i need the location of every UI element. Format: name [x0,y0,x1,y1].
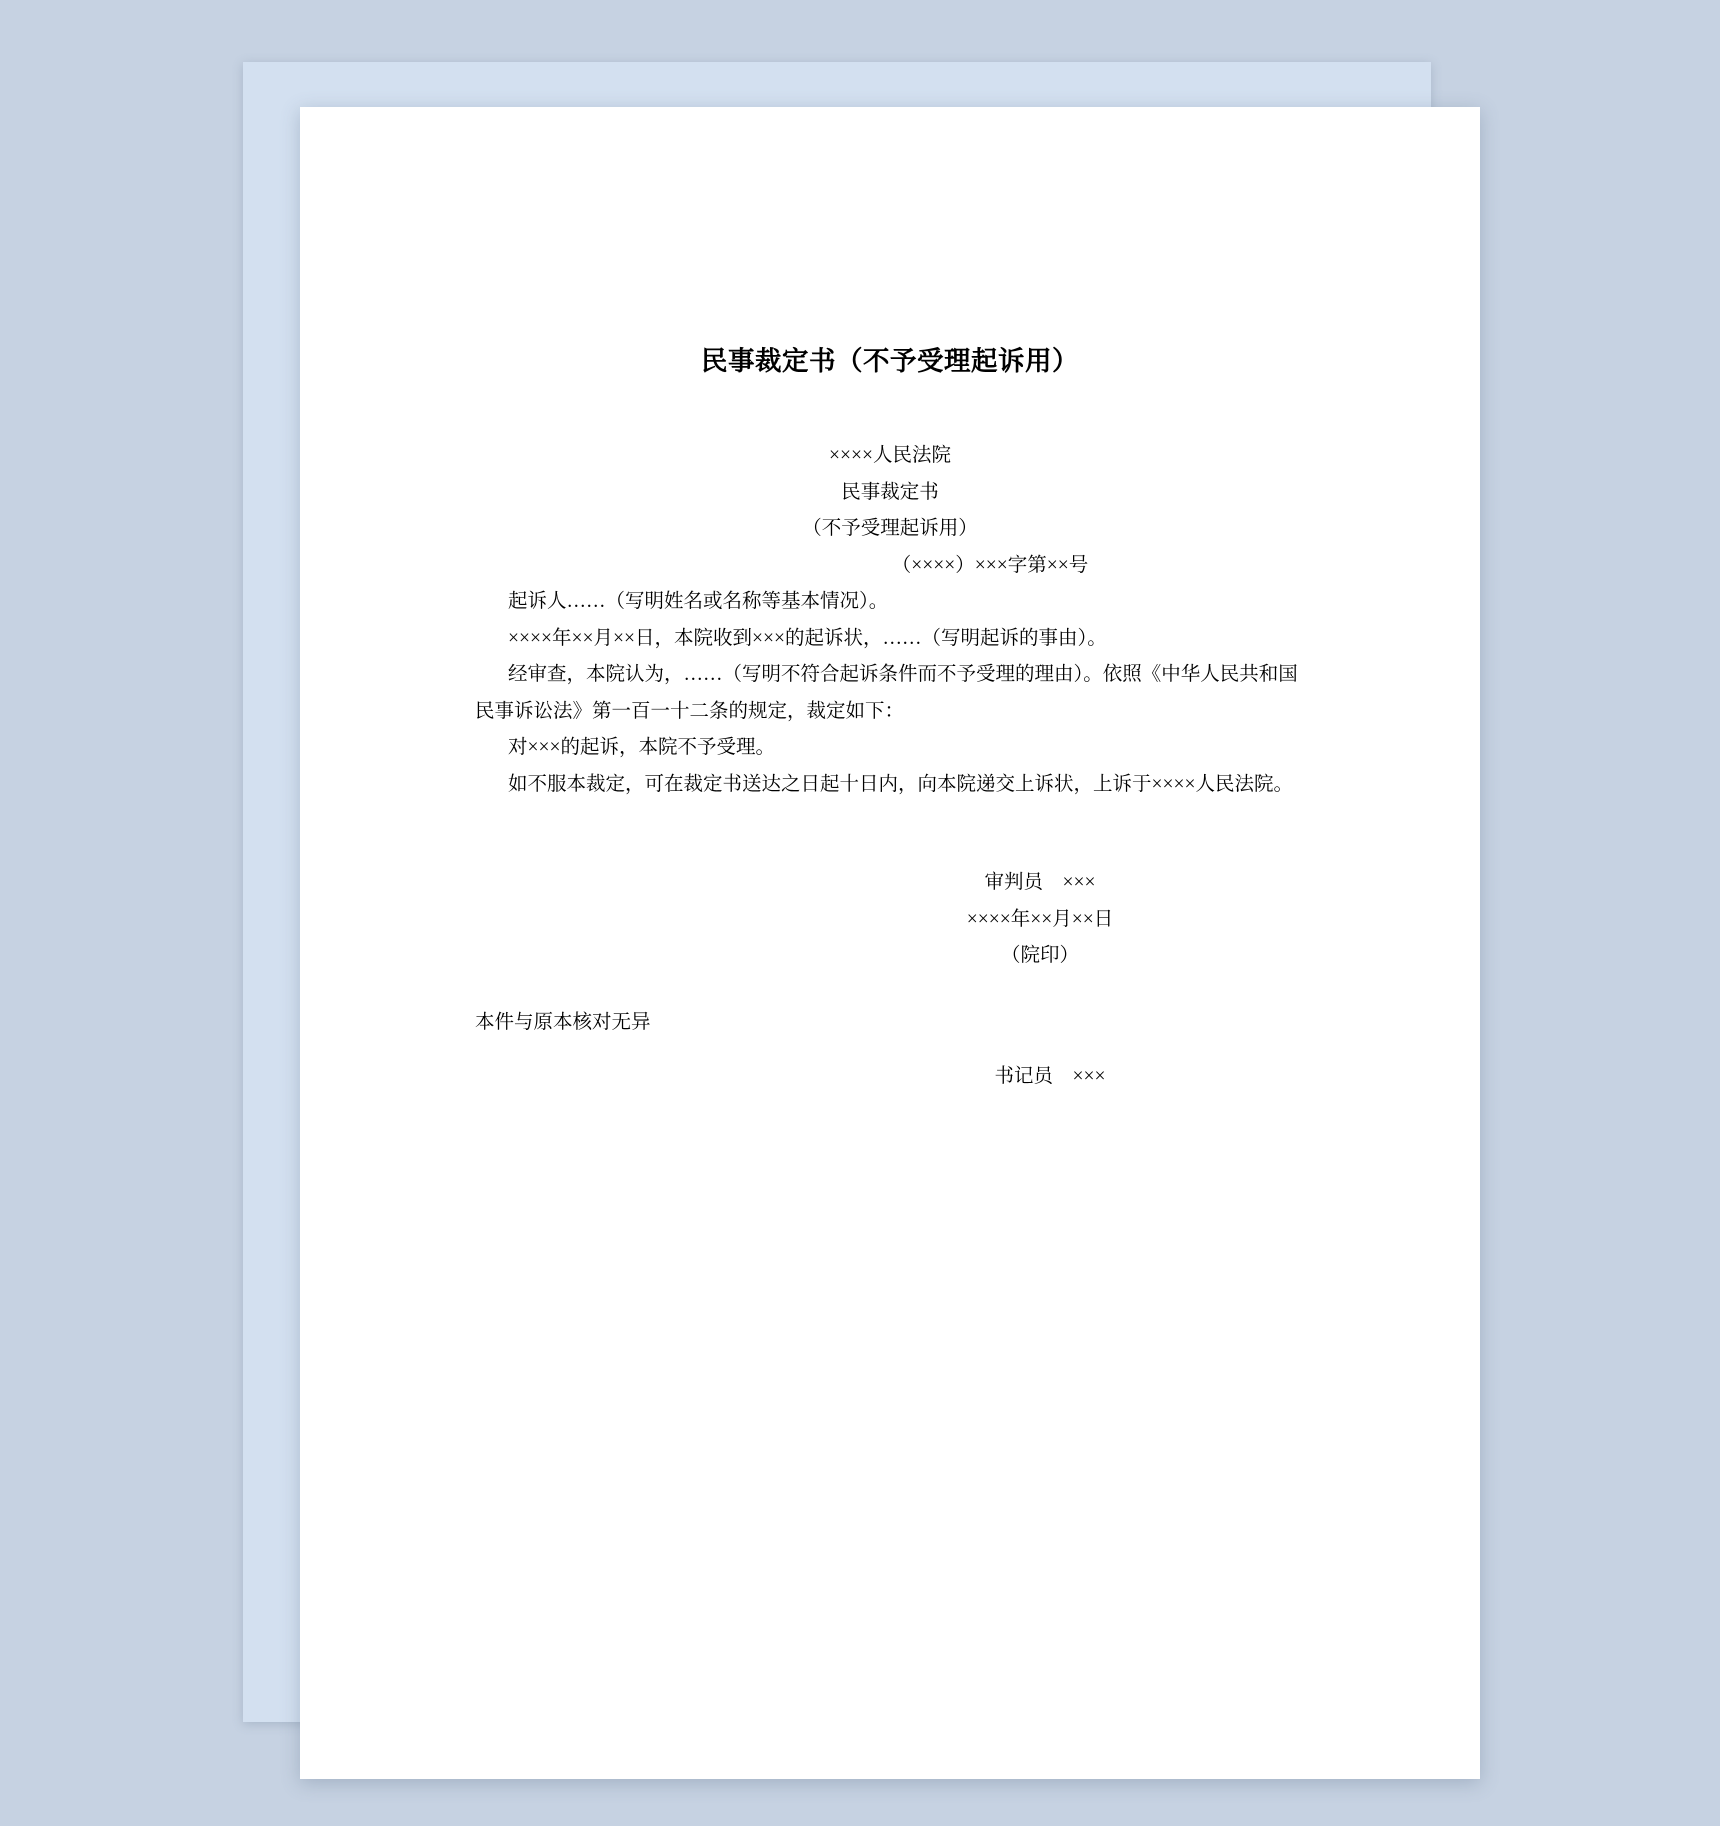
paragraph-appeal: 如不服本裁定，可在裁定书送达之日起十日内，向本院递交上诉状，上诉于××××人民法院。 [508,773,1293,795]
court-name: ××××人民法院 [829,445,951,466]
document-page [300,107,1480,1779]
document-type: 民事裁定书 [841,481,939,503]
usage-note: （不予受理起诉用） [802,518,978,539]
clerk-signature: 书记员 ××× [994,1066,1106,1087]
document-content [300,107,1480,1096]
judge-signature: 审判员 ××× [984,872,1096,893]
case-number: （××××）×××字第××号 [891,554,1089,576]
document-body [300,438,1480,803]
paragraph-receipt: ××××年××月××日，本院收到×××的起诉状，……（写明起诉的事由）。 [508,627,1107,649]
paragraph-plaintiff: 起诉人……（写明姓名或名称等基本情况）。 [508,591,889,612]
court-seal-note: （院印） [1000,945,1079,966]
paragraph-review: 经审查，本院认为，……（写明不符合起诉条件而不予受理的理由）。依照《中华人民共和国民事诉讼法》第一百一十二条的规定，裁定如下： [475,664,1298,722]
verify-note: 本件与原本核对无异 [475,1011,651,1033]
page-title: 民事裁定书（不予受理起诉用） [701,346,1079,376]
signature-date: ××××年××月××日 [966,908,1114,930]
paragraph-ruling: 对×××的起诉，本院不予受理。 [508,737,775,758]
signature-block [300,865,1480,1096]
